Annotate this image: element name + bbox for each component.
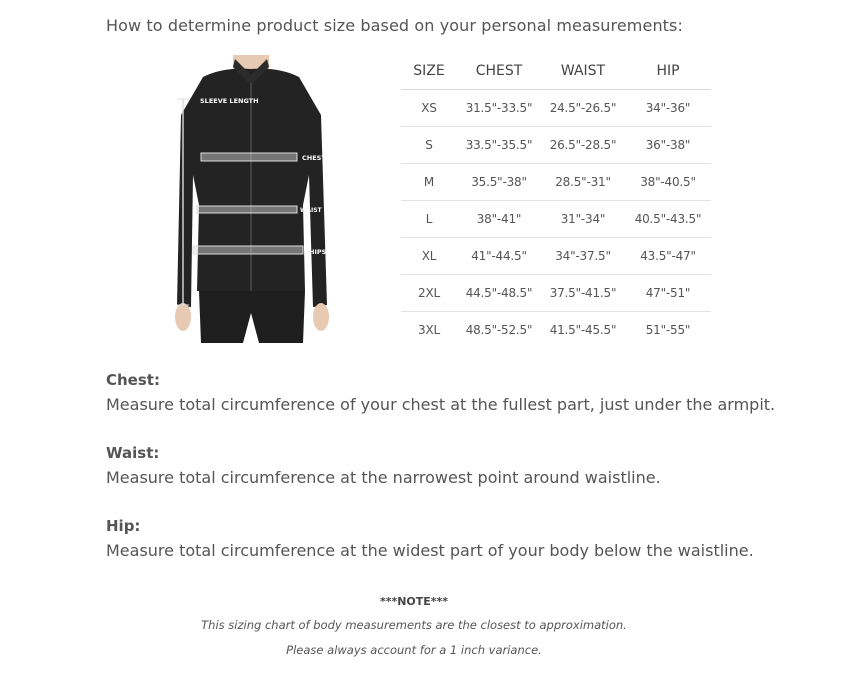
waist-description [106,444,661,487]
cell-chest: 38"-41" [457,201,541,238]
hip-definition: Measure total circumference at the widest part of your body below the waistline. [106,541,754,560]
cell-waist: 26.5"-28.5" [541,127,625,164]
header-waist: WAIST [541,53,625,90]
cell-waist: 34"-37.5" [541,238,625,275]
hip-description [106,517,754,560]
model-left-hand [175,303,191,331]
sleeve-length-label: SLEEVE LENGTH [200,97,259,105]
cell-size: 3XL [418,323,440,337]
chest-band [201,153,297,161]
waist-term: Waist: [106,444,160,462]
cell-hip: 38"-40.5" [625,164,711,201]
cell-size: L [401,201,457,238]
table-row [401,238,711,275]
waist-definition: Measure total circumference at the narrowest point around waistline. [106,468,661,487]
table-row [401,127,711,164]
chest-term: Chest: [106,371,160,389]
cell-size: XL [401,238,457,275]
size-chart-table [401,53,711,348]
cell-waist: 31"-34" [541,201,625,238]
chest-definition: Measure total circumference of your chest at the fullest part, just under the armpit. [106,395,776,414]
cell-size: S [401,127,457,164]
cell-waist: 37.5"-41.5" [541,275,625,312]
hips-band [193,246,303,254]
cell-hip: 34"-36" [625,90,711,127]
cell-size: XS [401,90,457,127]
chest-band-label: CHEST [302,154,326,162]
cell-hip: 40.5"-43.5" [625,201,711,238]
model-illustration [163,55,339,343]
intro-text: How to determine product size based on your personal measurements: [106,16,683,35]
cell-chest: 33.5"-35.5" [457,127,541,164]
table-row [401,275,711,312]
model-pants [199,291,305,343]
cell-hip: 47"-51" [625,275,711,312]
note-line-1: This sizing chart of body measurements are the closest to approximation. [201,618,627,632]
table-row [401,312,711,349]
cell-hip: 36"-38" [625,127,711,164]
cell-size: 2XL [401,275,457,312]
cell-waist: 41.5"-45.5" [549,323,617,337]
cell-chest: 41"-44.5" [457,238,541,275]
note-title: ***NOTE*** [379,595,449,608]
header-chest: CHEST [457,53,541,90]
cell-chest: 35.5"-38" [457,164,541,201]
cell-chest: 44.5"-48.5" [457,275,541,312]
cell-waist: 28.5"-31" [541,164,625,201]
waist-band-label: WAIST [300,207,322,214]
table-header-row [401,53,711,90]
table-row [401,90,711,127]
cell-size: M [401,164,457,201]
cell-chest: 31.5"-33.5" [457,90,541,127]
hips-band-label: HIPS [309,248,327,256]
cell-chest: 48.5"-52.5" [465,323,533,337]
model-photo [163,55,339,343]
chest-description [106,371,775,414]
cell-hip: 43.5"-47" [625,238,711,275]
hip-term: Hip: [106,517,141,535]
waist-band [197,206,297,213]
cell-waist: 24.5"-26.5" [541,90,625,127]
table-row [401,164,711,201]
cell-hip: 51"-55" [645,323,691,337]
model-right-hand [313,303,329,331]
note-line-2: Please always account for a 1 inch variance. [286,643,542,657]
table-row [401,201,711,238]
header-hip: HIP [625,53,711,90]
header-size: SIZE [401,53,457,90]
